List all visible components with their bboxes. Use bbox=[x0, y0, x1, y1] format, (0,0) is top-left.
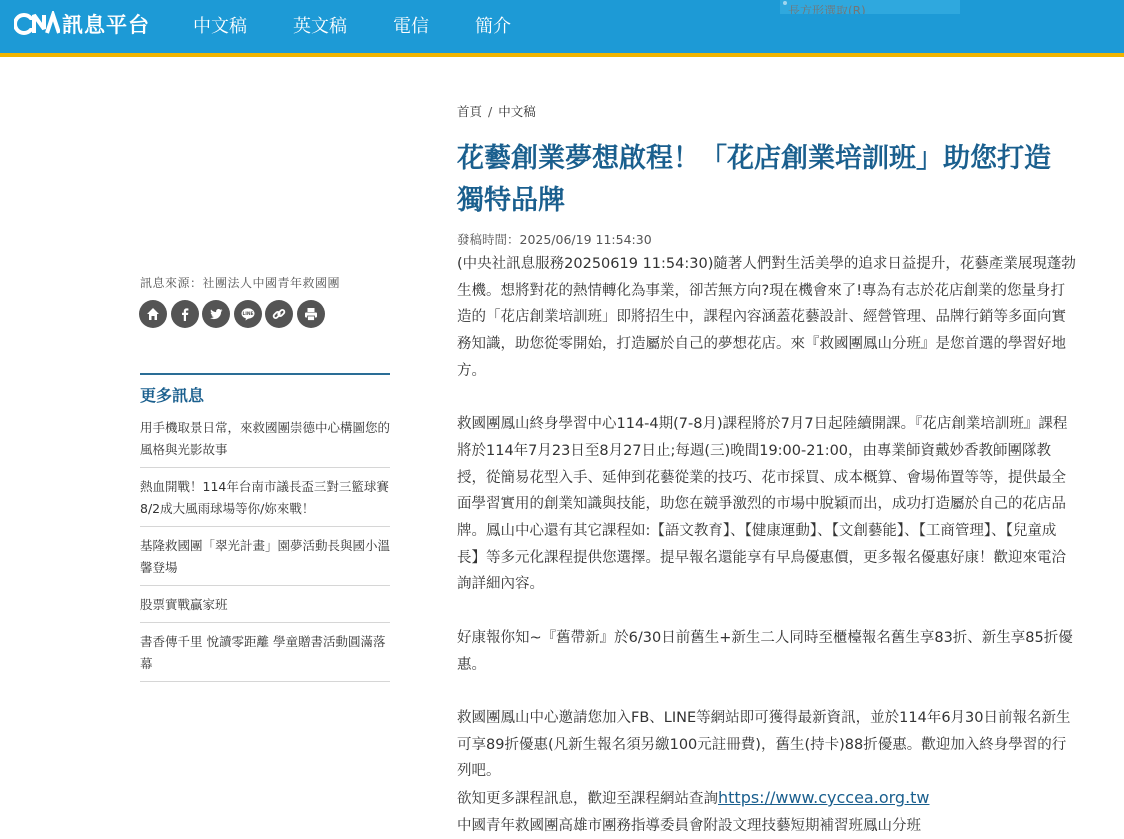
course-info-text: 欲知更多課程訊息，歡迎至課程網站查詢 bbox=[457, 791, 718, 808]
print-icon[interactable] bbox=[297, 300, 325, 328]
twitter-icon[interactable] bbox=[202, 300, 230, 328]
logo[interactable] bbox=[14, 9, 150, 39]
news-source: 訊息來源：社團法人中國青年救國團 bbox=[140, 276, 341, 290]
search-input[interactable] bbox=[780, 4, 958, 14]
list-item[interactable]: 股票實戰贏家班 bbox=[140, 586, 390, 623]
breadcrumb bbox=[457, 102, 536, 120]
organizer-line: 中國青年救國團高雄市團務指導委員會附設文理技藝短期補習班鳳山分班 bbox=[457, 817, 921, 834]
course-info-line bbox=[457, 785, 1077, 813]
search-icon bbox=[783, 1, 787, 5]
breadcrumb-separator: / bbox=[488, 104, 493, 119]
cna-logo-icon bbox=[14, 11, 60, 37]
list-item[interactable]: 書香傳千里 悅讀零距離 學童贈書活動圓滿落幕 bbox=[140, 623, 390, 682]
article-paragraph: 救國團鳳山終身學習中心114-4期(7-8月)課程將於7月7日起陸續開課。『花店創業培訓班』課程將於114年7月23日至8月27日止;每週(三)晚間19:00-21:00，由專業師資戴妙香教師團隊教授，從簡易花型入手、延伸到花藝從業的技巧、花市採買、成本概算、會場佈置等等，提供最全面學習實用的創業知識與技能，助您在競爭激烈的市場中脫穎而出，成功打造屬於自己的花店品牌。鳳山中心還有其它課程如:【語文教育】、【健康運動】、【文創藝能】、【工商管理】、【兒童成長】等多元化課程提供您選擇。提早報名還能享有早鳥優惠價，更多報名優惠好康！歡迎來電洽詢詳細內容。 bbox=[457, 416, 1068, 593]
article-paragraph: (中央社訊息服務20250619 11:54:30)隨著人們對生活美學的追求日益提升，花藝產業展現蓬勃生機。想將對花的熱情轉化為事業，卻苦無方向?現在機會來了!專為有志於花店創業的您量身打造的「花店創業培訓班」即將招生中，課程內容涵蓋花藝設計、經營管理、品牌行銷等多面向實務知識，助您從零開始，打造屬於自己的夢想花店。來『救國團鳳山分班』是您首選的學習好地方。 bbox=[457, 256, 1076, 379]
line-icon[interactable] bbox=[234, 300, 262, 328]
article-paragraph: 好康報你知~『舊帶新』於6/30日前舊生+新生二人同時至櫃檯報名舊生享83折、新生享85折優惠。 bbox=[457, 629, 1073, 673]
nav-item-about[interactable]: 簡介 bbox=[475, 16, 511, 37]
facebook-icon[interactable] bbox=[171, 300, 199, 328]
nav-item-telecom[interactable]: 電信 bbox=[393, 16, 429, 37]
share-bar bbox=[139, 300, 329, 328]
breadcrumb-category[interactable]: 中文稿 bbox=[498, 104, 536, 119]
link-icon[interactable] bbox=[265, 300, 293, 328]
article-title: 花藝創業夢想啟程！「花店創業培訓班」助您打造獨特品牌 bbox=[457, 143, 1051, 216]
breadcrumb-home[interactable]: 首頁 bbox=[457, 104, 483, 119]
search-box bbox=[780, 0, 960, 14]
course-website-link[interactable]: https://www.cyccea.org.tw bbox=[718, 788, 930, 808]
nav-item-english[interactable]: 英文稿 bbox=[293, 16, 347, 37]
logo-text: 訊息平台 bbox=[62, 13, 150, 37]
svg-text:LINE: LINE bbox=[242, 312, 254, 318]
main-nav bbox=[170, 0, 534, 53]
nav-item-chinese[interactable]: 中文稿 bbox=[193, 16, 247, 37]
more-news-panel bbox=[140, 373, 390, 682]
list-item[interactable]: 用手機取景日常，來救國團崇德中心構圖您的風格與光影故事 bbox=[140, 409, 390, 468]
article-body bbox=[457, 251, 1077, 839]
more-news-list bbox=[140, 409, 390, 682]
article-paragraph: 救國團鳳山中心邀請您加入FB、LINE等網站即可獲得最新資訊，並於114年6月30日前報名新生可享89折優惠(凡新生報名須另繳100元註冊費)，舊生(持卡)88折優惠。歡迎加入終身學習的行列吧。 bbox=[457, 709, 1071, 780]
publish-time: 發稿時間：2025/06/19 11:54:30 bbox=[457, 232, 652, 247]
home-icon[interactable] bbox=[139, 300, 167, 328]
list-item[interactable]: 基隆救國團「翠光計畫」園夢活動長與國小溫馨登場 bbox=[140, 527, 390, 586]
top-header bbox=[0, 0, 1124, 57]
list-item[interactable]: 熱血開戰！114年台南市議長盃三對三籃球賽 8/2成大風雨球場等你/妳來戰！ bbox=[140, 468, 390, 527]
more-news-title: 更多訊息 bbox=[140, 386, 205, 405]
